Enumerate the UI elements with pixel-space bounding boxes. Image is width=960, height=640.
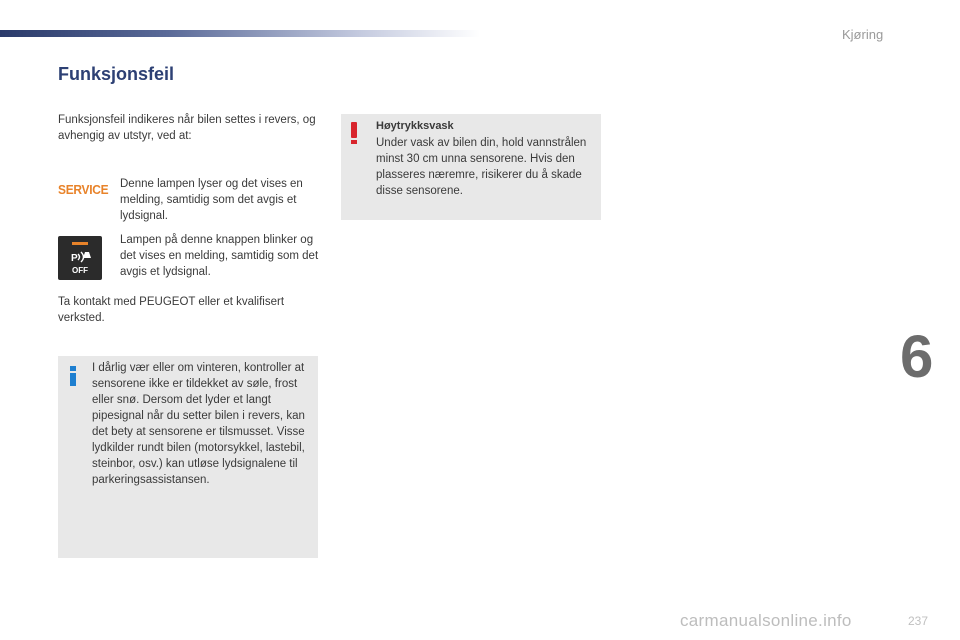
info-box <box>58 356 318 558</box>
svg-text:OFF: OFF <box>72 266 88 275</box>
section-name: Kjøring <box>842 27 884 42</box>
intro-paragraph: Funksjonsfeil indikeres når bilen settes i revers, og avhengig av utstyr, ved at: <box>58 114 316 142</box>
header-gradient-bar <box>0 30 480 37</box>
info-icon <box>68 366 78 386</box>
exclamation-icon <box>351 122 357 144</box>
warning-title: Høytrykksvask <box>376 120 454 132</box>
park-assist-off-button-icon <box>58 236 102 280</box>
watermark: carmanualsonline.info <box>680 611 852 630</box>
contact-paragraph: Ta kontakt med PEUGEOT eller et kvalifisert verksted. <box>58 296 285 324</box>
page-number: 237 <box>908 614 929 628</box>
service-warning-lamp-icon: SERVICE <box>58 182 109 197</box>
service-lamp-description: Denne lampen lyser og det vises en melding, samtidig som det avgis et lydsignal. <box>120 178 303 222</box>
chapter-number: 6 <box>900 323 933 390</box>
warning-text: Under vask av bilen din, hold vannstrålen minst 30 cm unna sensorene. Hvis den plasseres næremre, risikerer du å skade disse sensorene. <box>376 137 587 197</box>
park-button-description: Lampen på denne knappen blinker og det vises en melding, samtidig som det avgis et lydsignal. <box>120 234 319 278</box>
svg-text:P: P <box>71 253 78 264</box>
page-title: Funksjonsfeil <box>58 64 175 84</box>
warning-box <box>341 114 601 220</box>
info-text: I dårlig vær eller om vinteren, kontroller at sensorene ikke er tildekket av søle, frost eller snø. Dersom det lyder et langt pipesignal når du setter bilen i revers, kan det bety at sensorene er tilsmusset. Visse lydkilder rundt bilen (motorsykkel, lastebil, steinbor, osv.) kan utløse lydsignalene til parkeringsassistansen. <box>92 362 305 486</box>
